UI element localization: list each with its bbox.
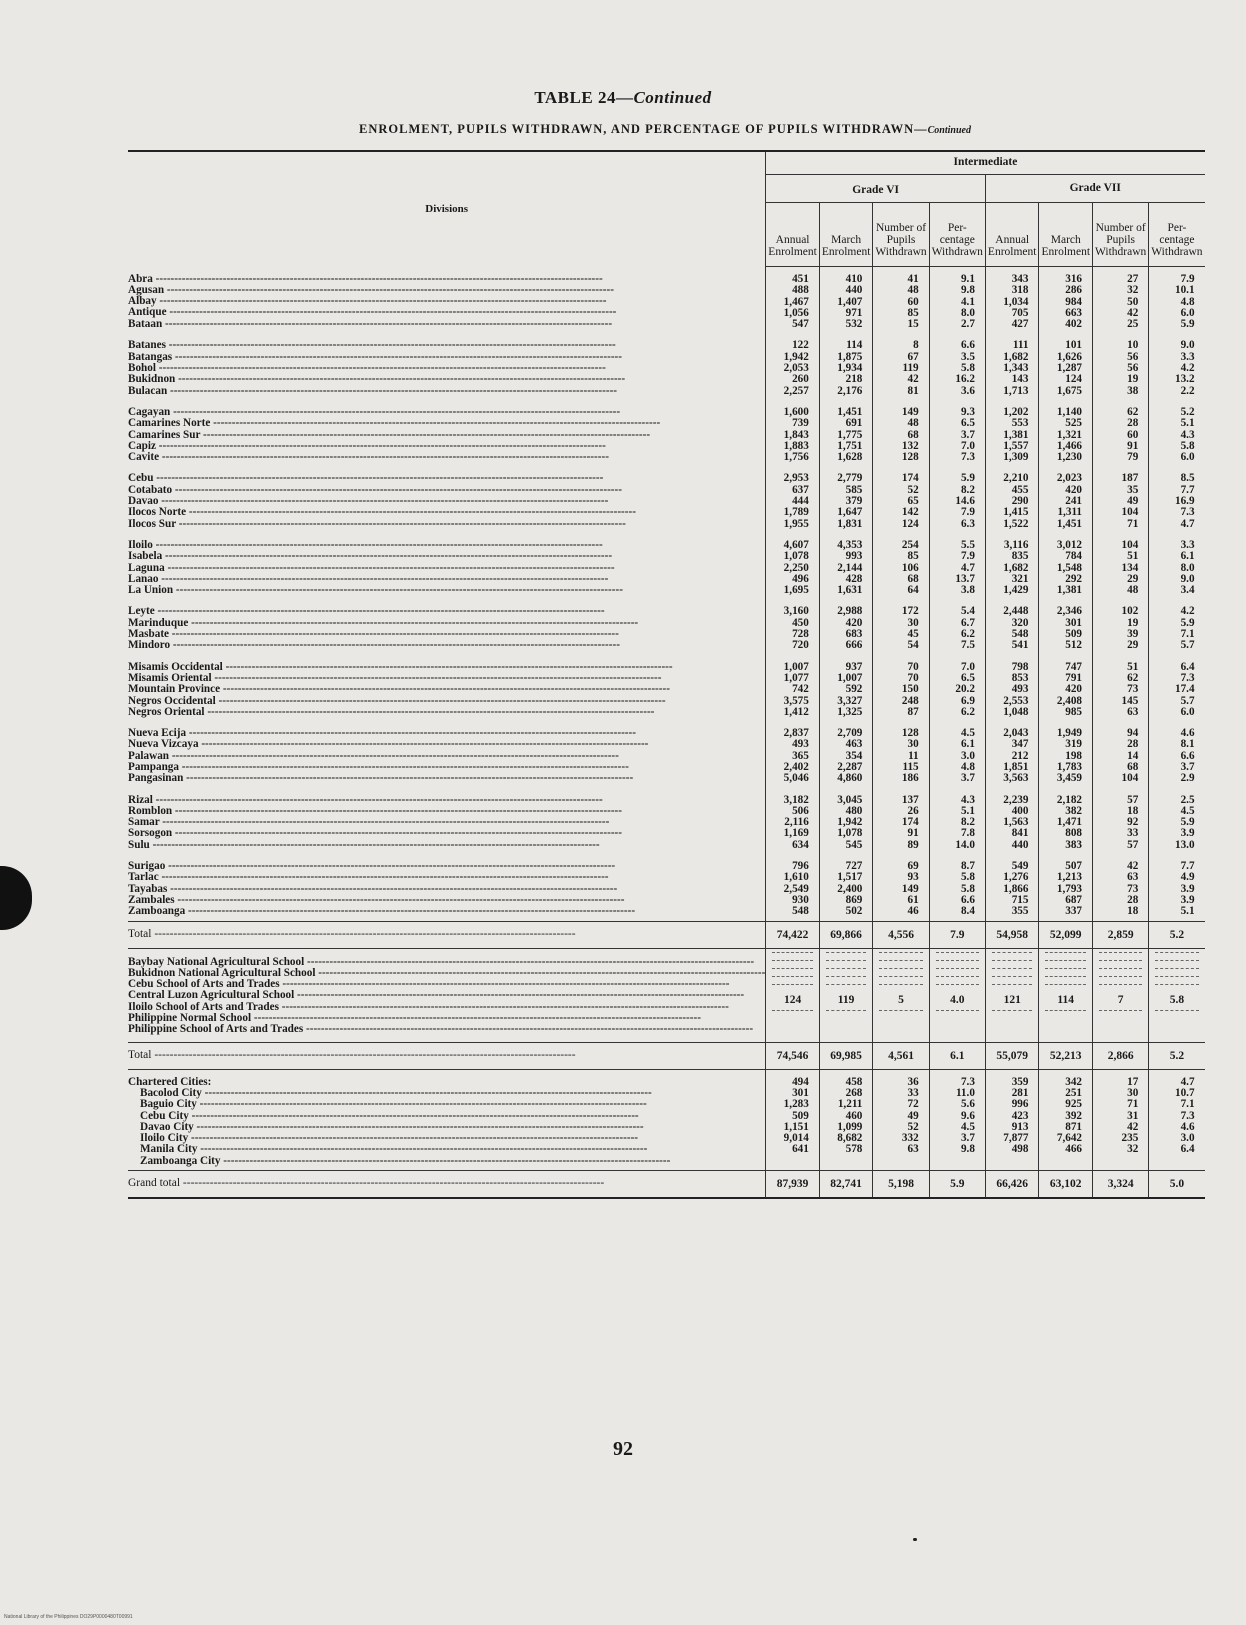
grade6-percentage-withdrawn-values: 5.5 7.9 4.7 13.7 3.8: [929, 533, 985, 599]
grade7-percentage-withdrawn-values: 8.5 7.7 16.9 7.3 4.7: [1149, 466, 1205, 532]
grade6-pupils-withdrawn-values: 128 30 11 115 186: [873, 721, 929, 787]
grade7-annual-enrolment-values: 2,448 320 548 541: [985, 599, 1039, 654]
grand-total-row: [128, 1171, 1205, 1199]
division-group-row: [128, 533, 1205, 599]
division-name: Tayabas ------------------------------------------------------------------------------------------------------------------------: [128, 883, 618, 895]
division-name: Davao ------------------------------------------------------------------------------------------------------------------------: [128, 496, 609, 508]
division-name: Camarines Sur ------------------------------------------------------------------------------------------------------------------------: [128, 429, 651, 441]
grade6-march-enrolment-values: 2,988 420 683 666: [819, 599, 873, 654]
division-group-row: [128, 655, 1205, 721]
grand-total-row-value: 82,741: [819, 1171, 873, 1199]
grade6-percentage-withdrawn-values: 5.4 6.7 6.2 7.5: [929, 599, 985, 654]
pns-value: 124: [783, 993, 802, 1006]
division-name: Palawan ------------------------------------------------------------------------------------------------------------------------: [128, 750, 619, 762]
dash-line: [772, 952, 813, 960]
grade6-percentage-withdrawn-values: 8.7 5.8 5.8 6.6 8.4: [929, 854, 985, 921]
grade6-pupils-withdrawn-values: 69 93 149 61 46: [873, 854, 929, 921]
division-name: Rizal ------------------------------------------------------------------------------------------------------------------------: [128, 794, 603, 806]
city-values: 494 301 1,283 509 1,151 9,014 641: [766, 1069, 820, 1170]
grade7-march-enrolment-values: 1,949 319 198 1,783 3,459: [1039, 721, 1093, 787]
dash-line: [826, 952, 867, 960]
total-row-value: 69,866: [819, 921, 873, 948]
grade7-march-enrolment-values: 3,012 784 1,548 292 1,381: [1039, 533, 1093, 599]
grade7-march-enrolment-values: 2,346 301 509 512: [1039, 599, 1093, 654]
division-name: Cagayan ------------------------------------------------------------------------------------------------------------------------: [128, 406, 621, 418]
footer-credit: National Library of the Philippines DO29P0000480T00991: [4, 1614, 133, 1620]
page-number: 92: [613, 1438, 633, 1460]
dash-line: [772, 984, 813, 992]
dash-line: [826, 984, 867, 992]
dash-line: [772, 1010, 813, 1018]
division-name: Pampanga ------------------------------------------------------------------------------------------------------------------------: [128, 761, 629, 773]
grade7-pupils-withdrawn-values: 104 51 134 29 48: [1093, 533, 1149, 599]
total2-row-value: 2,866: [1093, 1042, 1149, 1069]
city-name: Baguio City ------------------------------------------------------------------------------------------------------------------------: [140, 1099, 647, 1111]
school-values: [1149, 948, 1205, 1042]
grade6-annual-enrolment-values: 2,953 637 444 1,789 1,955: [766, 466, 820, 532]
intermediate-header: Intermediate: [766, 151, 1205, 175]
division-name: Cotabato ------------------------------------------------------------------------------------------------------------------------: [128, 484, 622, 496]
total2-row-value: 6.1: [929, 1042, 985, 1069]
pns-value: 114: [1057, 993, 1075, 1006]
group-9-names: [128, 854, 766, 921]
dash-line: [1045, 984, 1086, 992]
dash-line: [879, 976, 922, 984]
city-name: Bacolod City ------------------------------------------------------------------------------------------------------------------------: [140, 1087, 652, 1099]
grade6-percentage-withdrawn-header: Per-centage Withdrawn: [929, 203, 985, 267]
dash-line: [1099, 976, 1142, 984]
grade7-annual-enrolment-values: 2,210 455 290 1,415 1,522: [985, 466, 1039, 532]
division-name: Batangas ------------------------------------------------------------------------------------------------------------------------: [128, 351, 622, 363]
division-name: Nueva Ecija ------------------------------------------------------------------------------------------------------------------------: [128, 728, 636, 740]
division-group-row: [128, 788, 1205, 854]
division-name: Antique ------------------------------------------------------------------------------------------------------------------------: [128, 307, 617, 319]
division-name: Nueva Vizcaya ------------------------------------------------------------------------------------------------------------------------: [128, 739, 649, 751]
grade7-pupils-withdrawn-values: 10 56 56 19 38: [1093, 333, 1149, 399]
division-name: Masbate ------------------------------------------------------------------------------------------------------------------------: [128, 629, 619, 641]
grand-total-row-label: Grand total --------------------------------------------------------------------------------------------------------------: [128, 1171, 766, 1199]
grade7-pupils-withdrawn-header: Number of Pupils Withdrawn: [1093, 203, 1149, 267]
division-name: Romblon ------------------------------------------------------------------------------------------------------------------------: [128, 805, 622, 817]
dash-line: [992, 952, 1033, 960]
pns-value: 7: [1117, 993, 1124, 1006]
grade6-pupils-withdrawn-values: 174 52 65 142 124: [873, 466, 929, 532]
city-values: 36 33 72 49 52 332 63: [873, 1069, 929, 1170]
dash-line: [992, 984, 1033, 992]
division-name: Batanes ------------------------------------------------------------------------------------------------------------------------: [128, 340, 616, 352]
grade7-annual-enrolment-values: 1,202 553 1,381 1,557 1,309: [985, 400, 1039, 466]
grade7-pupils-withdrawn-values: 187 35 49 104 71: [1093, 466, 1149, 532]
total2-row-value: 55,079: [985, 1042, 1039, 1069]
division-name: Zamboanga ------------------------------------------------------------------------------------------------------------------------: [128, 906, 636, 918]
grade6-annual-enrolment-values: 4,607 1,078 2,250 496 1,695: [766, 533, 820, 599]
grade7-percentage-withdrawn-values: 7.7 4.9 3.9 3.9 5.1: [1149, 854, 1205, 921]
pns-value: 5.8: [1169, 993, 1185, 1006]
grade6-march-enrolment-values: 937 1,007 592 3,327 1,325: [819, 655, 873, 721]
table-title: TABLE 24—Continued: [534, 88, 712, 107]
dash-line: [772, 968, 813, 976]
dash-line: [992, 960, 1033, 968]
dash-line: [1155, 1010, 1198, 1018]
division-name: Bohol ------------------------------------------------------------------------------------------------------------------------: [128, 363, 606, 375]
division-name: Baybay National Agricultural School ------------------------------------------------------------------------------------------------------------------------: [128, 956, 755, 968]
dash-line: [826, 968, 867, 976]
city-name: Iloilo City ------------------------------------------------------------------------------------------------------------------------: [140, 1133, 639, 1145]
dash-line: [992, 1010, 1033, 1018]
dash-line: [992, 976, 1033, 984]
grade7-pupils-withdrawn-values: 102 19 39 29: [1093, 599, 1149, 654]
grade7-march-enrolment-values: 2,182 382 1,471 808 383: [1039, 788, 1093, 854]
grade6-percentage-withdrawn-values: 5.9 8.2 14.6 7.9 6.3: [929, 466, 985, 532]
grade6-pupils-withdrawn-values: 137 26 174 91 89: [873, 788, 929, 854]
grade6-march-enrolment-values: 4,353 993 2,144 428 1,631: [819, 533, 873, 599]
grade7-percentage-withdrawn-values: 4.6 8.1 6.6 3.7 2.9: [1149, 721, 1205, 787]
grade7-march-enrolment-values: 507 1,213 1,793 687 337: [1039, 854, 1093, 921]
division-name: Albay ------------------------------------------------------------------------------------------------------------------------: [128, 296, 607, 308]
division-name: Iloilo ------------------------------------------------------------------------------------------------------------------------: [128, 539, 603, 551]
grade6-pupils-withdrawn-values: 41 48 60 85 15: [873, 267, 929, 334]
grade6-march-enrolment-values: 114 1,875 1,934 218 2,176: [819, 333, 873, 399]
total-row-value: 74,422: [766, 921, 820, 948]
dash-line: [826, 976, 867, 984]
total-row: [128, 921, 1205, 948]
grade6-annual-enrolment-values: 451 488 1,467 1,056 547: [766, 267, 820, 334]
grade6-percentage-withdrawn-values: 9.1 9.8 4.1 8.0 2.7: [929, 267, 985, 334]
dash-line: [1045, 952, 1086, 960]
division-name: Bataan ------------------------------------------------------------------------------------------------------------------------: [128, 318, 613, 330]
school-values: [766, 948, 820, 1042]
grade6-march-enrolment-values: 410 440 1,407 971 532: [819, 267, 873, 334]
total2-row-value: 52,213: [1039, 1042, 1093, 1069]
grade7-march-enrolment-values: 2,023 420 241 1,311 1,451: [1039, 466, 1093, 532]
grade6-march-enrolment-values: 727 1,517 2,400 869 502: [819, 854, 873, 921]
total2-row-value: 5.2: [1149, 1042, 1205, 1069]
division-name: Sorsogon ------------------------------------------------------------------------------------------------------------------------: [128, 828, 622, 840]
division-name: Pangasinan ------------------------------------------------------------------------------------------------------------------------: [128, 773, 634, 785]
total2-row-value: 74,546: [766, 1042, 820, 1069]
division-name: Marinduque ------------------------------------------------------------------------------------------------------------------------: [128, 617, 639, 629]
division-name: Laguna ------------------------------------------------------------------------------------------------------------------------: [128, 562, 615, 574]
grade7-percentage-withdrawn-header: Per-centage Withdrawn: [1149, 203, 1205, 267]
cities-names: [128, 1069, 766, 1170]
grade7-annual-enrolment-header: Annual Enrolment: [985, 203, 1039, 267]
city-values: 342 251 925 392 871 7,642 466: [1039, 1069, 1093, 1170]
grade7-header: Grade VII: [985, 175, 1204, 203]
division-name: Leyte ------------------------------------------------------------------------------------------------------------------------: [128, 606, 605, 618]
division-name: Misamis Occidental ------------------------------------------------------------------------------------------------------------------------: [128, 661, 673, 673]
grade7-pupils-withdrawn-values: 94 28 14 68 104: [1093, 721, 1149, 787]
dash-line: [936, 960, 979, 968]
grade6-march-enrolment-values: 1,451 691 1,775 1,751 1,628: [819, 400, 873, 466]
grade7-percentage-withdrawn-values: 6.4 7.3 17.4 5.7 6.0: [1149, 655, 1205, 721]
city-name: Davao City ------------------------------------------------------------------------------------------------------------------------: [140, 1121, 644, 1133]
division-name: Ilocos Norte ------------------------------------------------------------------------------------------------------------------------: [128, 507, 636, 519]
school-values: [929, 948, 985, 1042]
dash-line: [936, 976, 979, 984]
grade6-annual-enrolment-values: 122 1,942 2,053 260 2,257: [766, 333, 820, 399]
division-name: Cebu ------------------------------------------------------------------------------------------------------------------------: [128, 473, 604, 485]
total-row-value: 2,859: [1093, 921, 1149, 948]
division-name: Samar ------------------------------------------------------------------------------------------------------------------------: [128, 817, 610, 829]
cities-row: [128, 1069, 1205, 1170]
division-name: Bukidnon National Agricultural School ------------------------------------------------------------------------------------------------------------------------: [128, 967, 766, 979]
grade6-annual-enrolment-header: Annual Enrolment: [766, 203, 820, 267]
grade6-pupils-withdrawn-values: 254 85 106 68 64: [873, 533, 929, 599]
grade7-pupils-withdrawn-values: 51 62 73 145 63: [1093, 655, 1149, 721]
grade6-pupils-withdrawn-values: 8 67 119 42 81: [873, 333, 929, 399]
dash-line: [879, 952, 922, 960]
grade7-pupils-withdrawn-values: 27 32 50 42 25: [1093, 267, 1149, 334]
division-name: Bulacan ------------------------------------------------------------------------------------------------------------------------: [128, 385, 618, 397]
city-values: 359 281 996 423 913 7,877 498: [985, 1069, 1039, 1170]
group-8-names: [128, 788, 766, 854]
dash-line: [936, 1010, 979, 1018]
grade6-percentage-withdrawn-values: 4.5 6.1 3.0 4.8 3.7: [929, 721, 985, 787]
grade6-pupils-withdrawn-values: 149 48 68 132 128: [873, 400, 929, 466]
dash-line: [936, 952, 979, 960]
school-values: [1093, 948, 1149, 1042]
dash-line: [826, 960, 867, 968]
division-name: Negros Occidental ------------------------------------------------------------------------------------------------------------------------: [128, 695, 666, 707]
division-name: Ilocos Sur ------------------------------------------------------------------------------------------------------------------------: [128, 518, 626, 530]
division-name: Agusan ------------------------------------------------------------------------------------------------------------------------: [128, 284, 614, 296]
dash-line: [1099, 960, 1142, 968]
total2-row: [128, 1042, 1205, 1069]
division-name: Mountain Province ------------------------------------------------------------------------------------------------------------------------: [128, 684, 670, 696]
division-name: Isabela ------------------------------------------------------------------------------------------------------------------------: [128, 551, 613, 563]
division-name: Misamis Oriental ------------------------------------------------------------------------------------------------------------------------: [128, 672, 662, 684]
grade6-pupils-withdrawn-header: Number of Pupils Withdrawn: [873, 203, 929, 267]
dash-line: [1099, 968, 1142, 976]
total-row-value: 5.2: [1149, 921, 1205, 948]
dash-line: [879, 984, 922, 992]
cities-heading: Chartered Cities:: [128, 1075, 212, 1088]
grade7-percentage-withdrawn-values: 3.3 6.1 8.0 9.0 3.4: [1149, 533, 1205, 599]
grade6-march-enrolment-values: 2,779 585 379 1,647 1,831: [819, 466, 873, 532]
school-values: [873, 948, 929, 1042]
dash-line: [879, 960, 922, 968]
dash-line: [1045, 976, 1086, 984]
division-name: Abra ------------------------------------------------------------------------------------------------------------------------: [128, 273, 603, 285]
grade6-pupils-withdrawn-values: 172 30 45 54: [873, 599, 929, 654]
dash-line: [1155, 968, 1198, 976]
grand-total-row-value: 5,198: [873, 1171, 929, 1199]
dash-line: [772, 960, 813, 968]
division-group-row: [128, 721, 1205, 787]
total-row-value: 7.9: [929, 921, 985, 948]
division-name: Lanao ------------------------------------------------------------------------------------------------------------------------: [128, 573, 609, 585]
division-group-row: [128, 466, 1205, 532]
grade7-annual-enrolment-values: 3,116 835 1,682 321 1,429: [985, 533, 1039, 599]
grade6-annual-enrolment-values: 2,837 493 365 2,402 5,046: [766, 721, 820, 787]
city-values: 4.7 10.7 7.1 7.3 4.6 3.0 6.4: [1149, 1069, 1205, 1170]
grade6-percentage-withdrawn-values: 9.3 6.5 3.7 7.0 7.3: [929, 400, 985, 466]
grade6-march-enrolment-header: March Enrolment: [819, 203, 873, 267]
grade6-annual-enrolment-values: 1,600 739 1,843 1,883 1,756: [766, 400, 820, 466]
division-name: Bukidnon ------------------------------------------------------------------------------------------------------------------------: [128, 374, 626, 386]
grade6-annual-enrolment-values: 3,160 450 728 720: [766, 599, 820, 654]
grade6-percentage-withdrawn-values: 4.3 5.1 8.2 7.8 14.0: [929, 788, 985, 854]
division-name: Central Luzon Agricultural School ------------------------------------------------------------------------------------------------------------------------: [128, 990, 745, 1002]
city-name: Zamboanga City ------------------------------------------------------------------------------------------------------------------------: [140, 1155, 671, 1167]
grade6-march-enrolment-values: 3,045 480 1,942 1,078 545: [819, 788, 873, 854]
divisions-header: Divisions: [425, 203, 469, 216]
division-name: La Union ------------------------------------------------------------------------------------------------------------------------: [128, 585, 623, 597]
grand-total-row-value: 3,324: [1093, 1171, 1149, 1199]
grand-total-row-value: 66,426: [985, 1171, 1039, 1199]
division-name: Mindoro ------------------------------------------------------------------------------------------------------------------------: [128, 640, 620, 652]
division-name: Cavite ------------------------------------------------------------------------------------------------------------------------: [128, 452, 609, 464]
grade7-march-enrolment-values: 747 791 420 2,408 985: [1039, 655, 1093, 721]
group-1-names: [128, 333, 766, 399]
grand-total-row-value: 5.0: [1149, 1171, 1205, 1199]
total2-row-value: 69,985: [819, 1042, 873, 1069]
grade6-percentage-withdrawn-values: 7.0 6.5 20.2 6.9 6.2: [929, 655, 985, 721]
city-values: 458 268 1,211 460 1,099 8,682 578: [819, 1069, 873, 1170]
school-values: [985, 948, 1039, 1042]
dash-line: [1099, 952, 1142, 960]
total-row-value: 4,556: [873, 921, 929, 948]
division-name: Capiz ------------------------------------------------------------------------------------------------------------------------: [128, 440, 606, 452]
division-group-row: [128, 333, 1205, 399]
city-name: Cebu City ------------------------------------------------------------------------------------------------------------------------: [140, 1110, 639, 1122]
division-name: Sulu ------------------------------------------------------------------------------------------------------------------------: [128, 839, 600, 851]
grade7-pupils-withdrawn-values: 62 28 60 91 79: [1093, 400, 1149, 466]
dash-line: [826, 1010, 867, 1018]
division-name: Iloilo School of Arts and Trades ------------------------------------------------------------------------------------------------------------------------: [128, 1001, 729, 1013]
dash-line: [1155, 984, 1198, 992]
grade6-march-enrolment-values: 2,709 463 354 2,287 4,860: [819, 721, 873, 787]
dash-line: [1099, 1010, 1142, 1018]
total2-row-label: Total --------------------------------------------------------------------------------------------------------------: [128, 1042, 766, 1069]
division-name: Zambales ------------------------------------------------------------------------------------------------------------------------: [128, 894, 625, 906]
grade7-march-enrolment-header: March Enrolment: [1039, 203, 1093, 267]
dash-line: [936, 984, 979, 992]
division-group-row: [128, 854, 1205, 921]
group-0-names: [128, 267, 766, 334]
dash-line: [1045, 968, 1086, 976]
grade7-annual-enrolment-values: 2,043 347 212 1,851 3,563: [985, 721, 1039, 787]
grade7-annual-enrolment-values: 549 1,276 1,866 715 355: [985, 854, 1039, 921]
total2-row-value: 4,561: [873, 1042, 929, 1069]
grade7-percentage-withdrawn-values: 7.9 10.1 4.8 6.0 5.9: [1149, 267, 1205, 334]
grade6-header: Grade VI: [766, 175, 986, 203]
grade7-pupils-withdrawn-values: 57 18 92 33 57: [1093, 788, 1149, 854]
dash-line: [772, 976, 813, 984]
dash-line: [1155, 960, 1198, 968]
grade6-annual-enrolment-values: 796 1,610 2,549 930 548: [766, 854, 820, 921]
dash-line: [992, 968, 1033, 976]
group-6-names: [128, 655, 766, 721]
grade6-annual-enrolment-values: 1,007 1,077 742 3,575 1,412: [766, 655, 820, 721]
division-name: Camarines Norte ------------------------------------------------------------------------------------------------------------------------: [128, 418, 661, 430]
dash-line: [879, 1010, 922, 1018]
school-values: [819, 948, 873, 1042]
scan-shadow: [0, 866, 32, 930]
city-values: 7.3 11.0 5.6 9.6 4.5 3.7 9.8: [929, 1069, 985, 1170]
division-group-row: [128, 400, 1205, 466]
group-7-names: [128, 721, 766, 787]
grade6-percentage-withdrawn-values: 6.6 3.5 5.8 16.2 3.6: [929, 333, 985, 399]
scan-speck: [913, 1538, 917, 1541]
dash-line: [1045, 960, 1086, 968]
total-row-value: 54,958: [985, 921, 1039, 948]
grade7-march-enrolment-values: 316 286 984 663 402: [1039, 267, 1093, 334]
division-name: Tarlac ------------------------------------------------------------------------------------------------------------------------: [128, 872, 609, 884]
pns-value: 5: [898, 993, 904, 1006]
division-name: Surigao ------------------------------------------------------------------------------------------------------------------------: [128, 861, 616, 873]
group-3-names: [128, 466, 766, 532]
division-name: Cebu School of Arts and Trades ------------------------------------------------------------------------------------------------------------------------: [128, 979, 730, 991]
dash-line: [1155, 976, 1198, 984]
city-values: 17 30 71 31 42 235 32: [1093, 1069, 1149, 1170]
division-name: Philippine School of Arts and Trades ------------------------------------------------------------------------------------------------------------------------: [128, 1024, 754, 1036]
grade6-pupils-withdrawn-values: 70 70 150 248 87: [873, 655, 929, 721]
grand-total-row-value: 87,939: [766, 1171, 820, 1199]
group-2-names: [128, 400, 766, 466]
grand-total-row-value: 5.9: [929, 1171, 985, 1199]
grade7-annual-enrolment-values: 2,239 400 1,563 841 440: [985, 788, 1039, 854]
group-4-names: [128, 533, 766, 599]
grade7-annual-enrolment-values: 111 1,682 1,343 143 1,713: [985, 333, 1039, 399]
table-subtitle: ENROLMENT, PUPILS WITHDRAWN, AND PERCENTAGE OF PUPILS WITHDRAWN—Continued: [359, 122, 971, 136]
total-row-label: Total --------------------------------------------------------------------------------------------------------------: [128, 921, 766, 948]
dash-line: [1155, 952, 1198, 960]
dash-line: [1099, 984, 1142, 992]
pns-value: 119: [837, 993, 855, 1006]
division-name: Negros Oriental ------------------------------------------------------------------------------------------------------------------------: [128, 706, 655, 718]
enrolment-table: [128, 150, 1205, 1199]
grade7-percentage-withdrawn-values: 2.5 4.5 5.9 3.9 13.0: [1149, 788, 1205, 854]
schools-names: [128, 948, 766, 1042]
grade7-pupils-withdrawn-values: 42 63 73 28 18: [1093, 854, 1149, 921]
schools-row: [128, 948, 1205, 1042]
grade7-annual-enrolment-values: 343 318 1,034 705 427: [985, 267, 1039, 334]
school-values: [1039, 948, 1093, 1042]
total-row-value: 52,099: [1039, 921, 1093, 948]
dash-line: [879, 968, 922, 976]
division-name: Philippine Normal School ------------------------------------------------------------------------------------------------------------------------: [128, 1013, 701, 1025]
pns-value: 121: [1003, 993, 1021, 1006]
dash-line: [936, 968, 979, 976]
grade7-march-enrolment-values: 101 1,626 1,287 124 1,675: [1039, 333, 1093, 399]
grade7-percentage-withdrawn-values: 5.2 5.1 4.3 5.8 6.0: [1149, 400, 1205, 466]
dash-line: [1045, 1010, 1086, 1018]
grade7-percentage-withdrawn-values: 4.2 5.9 7.1 5.7: [1149, 599, 1205, 654]
grade6-annual-enrolment-values: 3,182 506 2,116 1,169 634: [766, 788, 820, 854]
city-name: Manila City ------------------------------------------------------------------------------------------------------------------------: [140, 1144, 648, 1156]
grand-total-row-value: 63,102: [1039, 1171, 1093, 1199]
grade7-percentage-withdrawn-values: 9.0 3.3 4.2 13.2 2.2: [1149, 333, 1205, 399]
group-5-names: [128, 599, 766, 654]
division-group-row: [128, 267, 1205, 334]
grade7-annual-enrolment-values: 798 853 493 2,553 1,048: [985, 655, 1039, 721]
pns-value: 4.0: [950, 993, 965, 1006]
division-group-row: [128, 599, 1205, 654]
grade7-march-enrolment-values: 1,140 525 1,321 1,466 1,230: [1039, 400, 1093, 466]
